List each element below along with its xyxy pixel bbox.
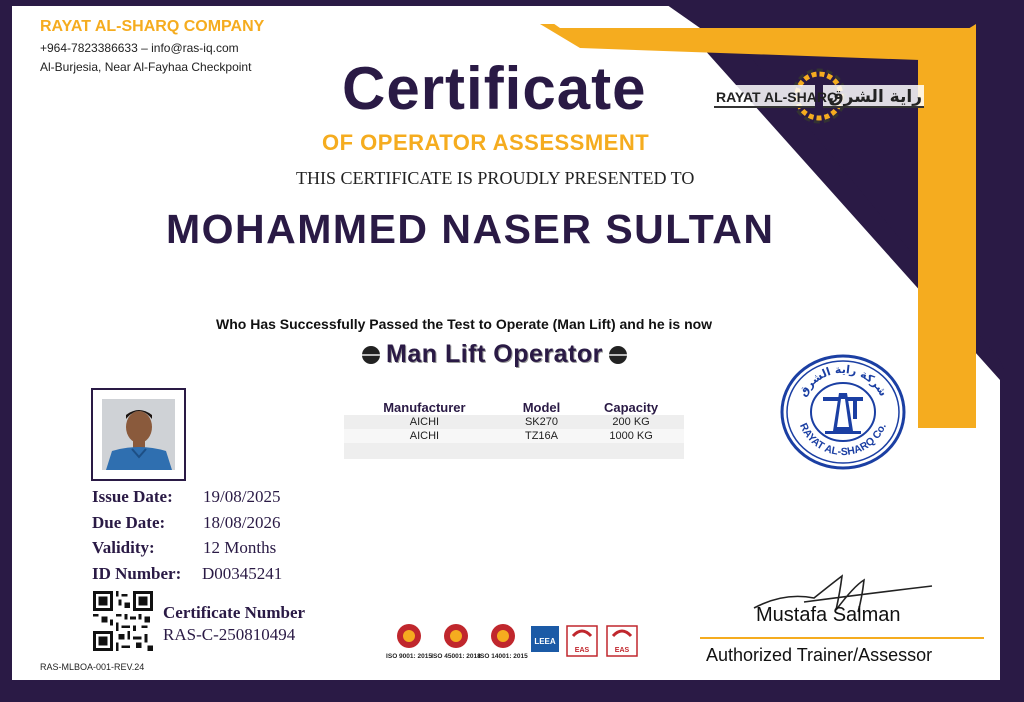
- holder-photo: [102, 399, 175, 470]
- stamp-text-en: RAYAT AL-SHARQ Co.: [797, 421, 889, 459]
- validity-value: 12 Months: [203, 538, 277, 557]
- company-address: Al-Burjesia, Near Al-Fayhaa Checkpoint: [40, 60, 252, 74]
- certificate-title: Certificate: [342, 55, 647, 122]
- table-row-empty: [344, 443, 684, 459]
- company-logo: [714, 60, 924, 132]
- signatory-name: Mustafa Salman: [756, 604, 901, 626]
- validity-label: Validity:: [92, 538, 155, 557]
- issue-date-label: Issue Date:: [92, 487, 173, 506]
- due-date-row: [92, 513, 281, 533]
- equipment-table: [344, 401, 684, 459]
- company-contact: +964-7823386633 – info@ras-iq.com: [40, 41, 239, 55]
- certificate-subtitle: OF OPERATOR ASSESSMENT: [322, 130, 650, 155]
- logo-text-ar: راية الشرق: [828, 87, 922, 107]
- badge-label: ISO 9001: 2015: [386, 653, 432, 660]
- frame-left: [0, 0, 12, 702]
- table-cell: 1000 KG: [609, 430, 653, 442]
- id-number-row: [92, 564, 283, 584]
- table-cell: SK270: [524, 416, 558, 428]
- holder-photo-frame: [91, 388, 186, 481]
- bullet-icon: [607, 344, 629, 366]
- recipient-name: MOHAMMED NASER SULTAN: [166, 206, 775, 252]
- signatory-role: Authorized Trainer/Assessor: [706, 645, 933, 665]
- badge-label: ISO 14001: 2015: [478, 653, 528, 660]
- table-cell: 200 KG: [612, 416, 650, 428]
- issue-date-row: [92, 487, 281, 507]
- id-number-value: D00345241: [202, 564, 283, 583]
- eas-badge-icon: [607, 626, 637, 656]
- achievement-statement: Who Has Successfully Passed the Test to Operate (Man Lift) and he is now: [216, 316, 713, 332]
- equipment-header-manufacturer: Manufacturer: [383, 400, 466, 415]
- badge-label: EAS: [614, 647, 630, 654]
- equipment-header-capacity: Capacity: [603, 400, 659, 415]
- iso-badge-icon: [478, 624, 528, 660]
- badge-label: LEEA: [534, 637, 556, 646]
- frame-top: [0, 0, 1024, 6]
- qr-code[interactable]: [92, 591, 154, 651]
- badge-label: EAS: [574, 647, 590, 654]
- stamp-text-ar: شركة راية الشرق: [796, 362, 890, 399]
- table-cell: AICHI: [409, 430, 440, 442]
- badge-label: ISO 45001: 2018: [431, 653, 481, 660]
- logo-text-en: RAYAT AL-SHARQ: [716, 89, 838, 105]
- company-stamp: [779, 353, 907, 471]
- certificate-number-label: Certificate Number: [163, 603, 306, 622]
- accreditation-badges: [386, 622, 645, 672]
- role-title: [360, 340, 629, 369]
- certificate-number-value: RAS-C-250810494: [163, 625, 296, 644]
- iso-badge-icon: [431, 624, 481, 660]
- table-row: [344, 429, 684, 443]
- company-name: RAYAT AL-SHARQ COMPANY: [40, 18, 265, 35]
- id-number-label: ID Number:: [92, 564, 182, 583]
- equipment-header-model: Model: [522, 400, 561, 415]
- due-date-label: Due Date:: [92, 513, 166, 532]
- leea-badge-icon: [531, 626, 559, 652]
- due-date-value: 18/08/2026: [203, 513, 281, 532]
- eas-badge-icon: [567, 626, 597, 656]
- table-row: [344, 415, 684, 429]
- role-label: Man Lift Operator: [386, 340, 603, 368]
- frame-bottom: [0, 680, 1024, 702]
- bullet-icon: [360, 344, 382, 366]
- presented-to-text: THIS CERTIFICATE IS PROUDLY PRESENTED TO: [296, 168, 695, 188]
- form-code: RAS-MLBOA-001-REV.24: [40, 662, 145, 672]
- table-cell: TZ16A: [524, 430, 558, 442]
- signature-line: [700, 637, 984, 639]
- validity-row: [92, 538, 277, 558]
- issue-date-value: 19/08/2025: [203, 487, 281, 506]
- table-cell: AICHI: [409, 416, 440, 428]
